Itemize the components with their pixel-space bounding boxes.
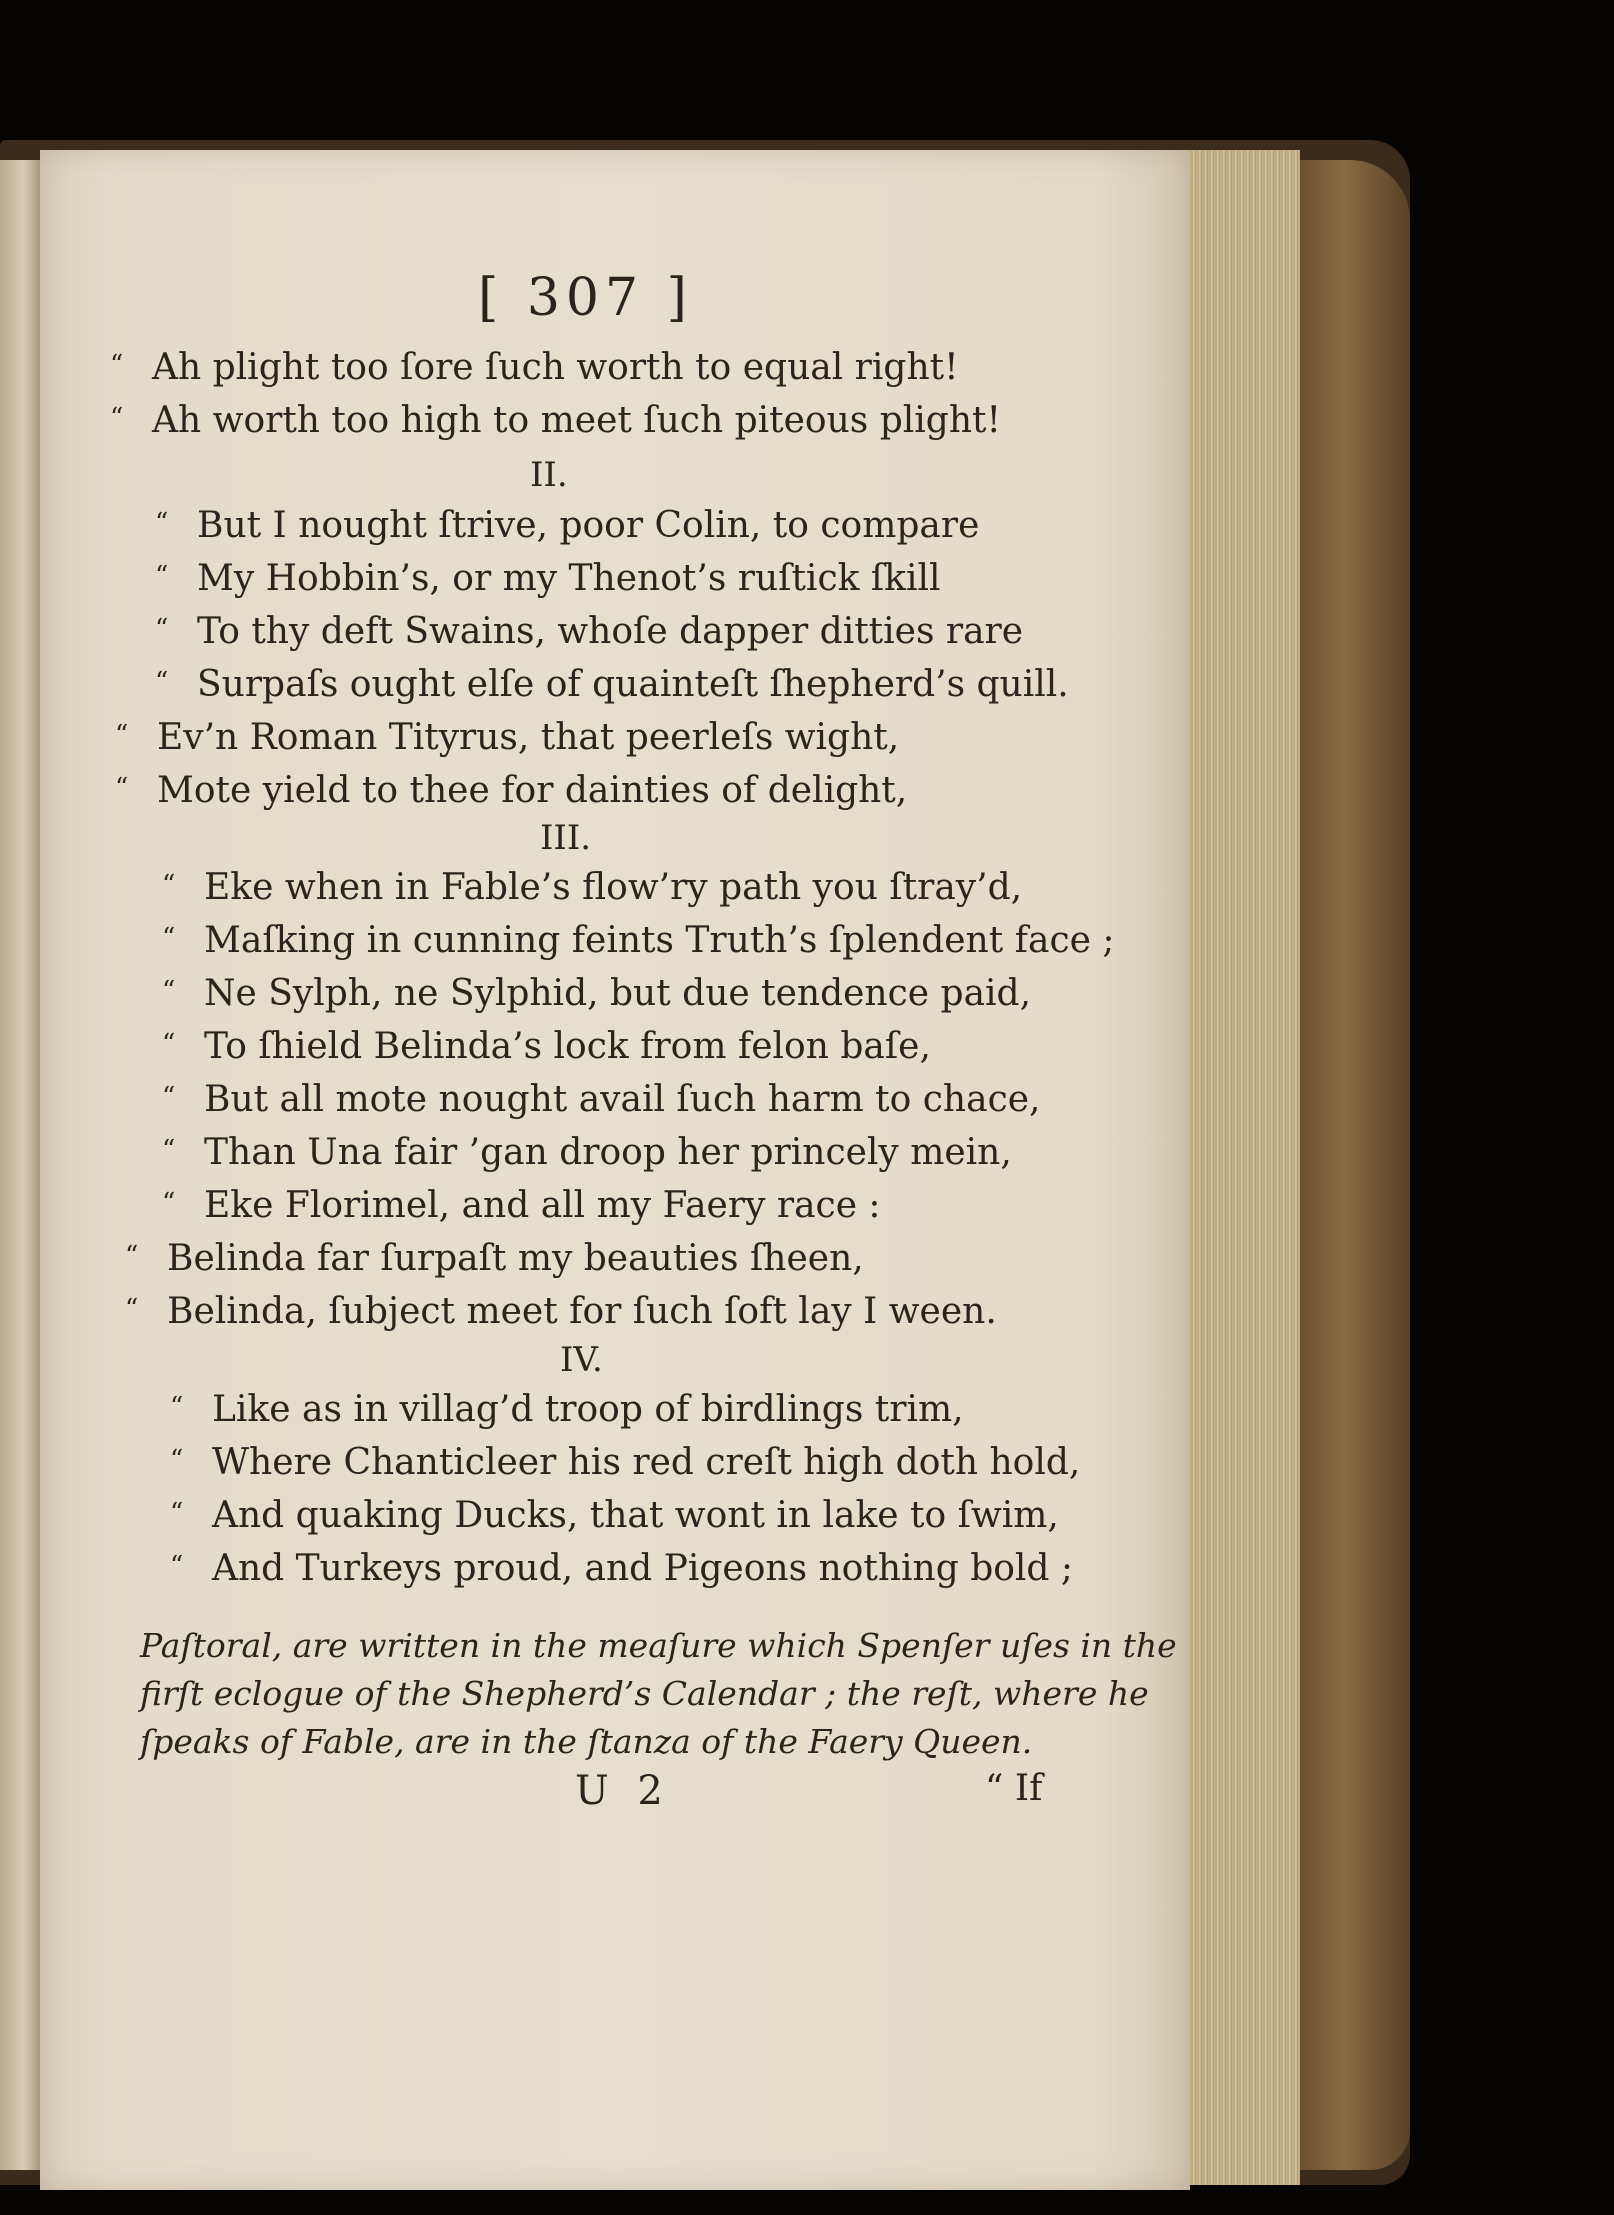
cover-edge <box>1300 160 1410 2170</box>
footnote-line: firſt eclogue of the Shepherd’s Calendar ; the reſt, where he <box>140 1674 1149 1713</box>
verse-line: “ To thy deft Swains, whoſe dapper ditties rare <box>155 611 1024 652</box>
page-fore-edge <box>1190 150 1300 2185</box>
verse-line: “ Belinda far ſurpaſt my beauties ſheen, <box>125 1238 864 1279</box>
stanza-numeral: III. <box>540 818 592 858</box>
verse-line: “ But all mote nought avail ſuch harm to chace, <box>162 1079 1041 1120</box>
verse-line: “ Where Chanticleer his red creſt high doth hold, <box>170 1442 1081 1483</box>
verse-line: “ Ah plight too ſore ſuch worth to equal right! <box>110 347 959 388</box>
footnote-line: ſpeaks of Fable, are in the ſtanza of the Faery Queen. <box>140 1722 1033 1761</box>
verse-line: “ And quaking Ducks, that wont in lake to ſwim, <box>170 1495 1059 1536</box>
verse-line: “ My Hobbin’s, or my Thenot’s ruſtick ſkill <box>155 558 941 599</box>
verse-line: “ Surpaſs ought elſe of quainteſt ſhepherd’s quill. <box>155 664 1069 705</box>
verse-line: “ To ſhield Belinda’s lock from felon baſe, <box>162 1026 931 1067</box>
verse-line: “ Maſking in cunning feints Truth’s ſplendent face ; <box>162 920 1115 961</box>
verse-line: “ Than Una fair ’gan droop her princely mein, <box>162 1132 1012 1173</box>
verse-line: “ Like as in villag’d troop of birdlings trim, <box>170 1389 964 1430</box>
page-number: [ 307 ] <box>478 268 693 328</box>
signature-mark: U 2 <box>575 1768 671 1814</box>
stanza-numeral: IV. <box>560 1340 603 1380</box>
verse-line: “ Ah worth too high to meet ſuch piteous plight! <box>110 400 1001 441</box>
catchword: “ If <box>985 1768 1043 1809</box>
verse-line: “ Belinda, ſubject meet for ſuch ſoft lay I ween. <box>125 1291 997 1332</box>
verse-line: “ Eke Florimel, and all my Faery race : <box>162 1185 881 1226</box>
verse-line: “ Mote yield to thee for dainties of delight, <box>115 770 908 811</box>
verse-line: “ Ev’n Roman Tityrus, that peerleſs wight, <box>115 717 900 758</box>
verse-line: “ But I nought ſtrive, poor Colin, to compare <box>155 505 980 546</box>
verse-line: “ And Turkeys proud, and Pigeons nothing bold ; <box>170 1548 1074 1589</box>
previous-page-edge <box>0 160 40 2170</box>
stanza-numeral: II. <box>530 455 568 495</box>
footnote-line: Paſtoral, are written in the meaſure which Spenſer uſes in the <box>140 1626 1177 1665</box>
verse-line: “ Eke when in Fable’s flow’ry path you ſtray’d, <box>162 867 1023 908</box>
verse-line: “ Ne Sylph, ne Sylphid, but due tendence paid, <box>162 973 1032 1014</box>
